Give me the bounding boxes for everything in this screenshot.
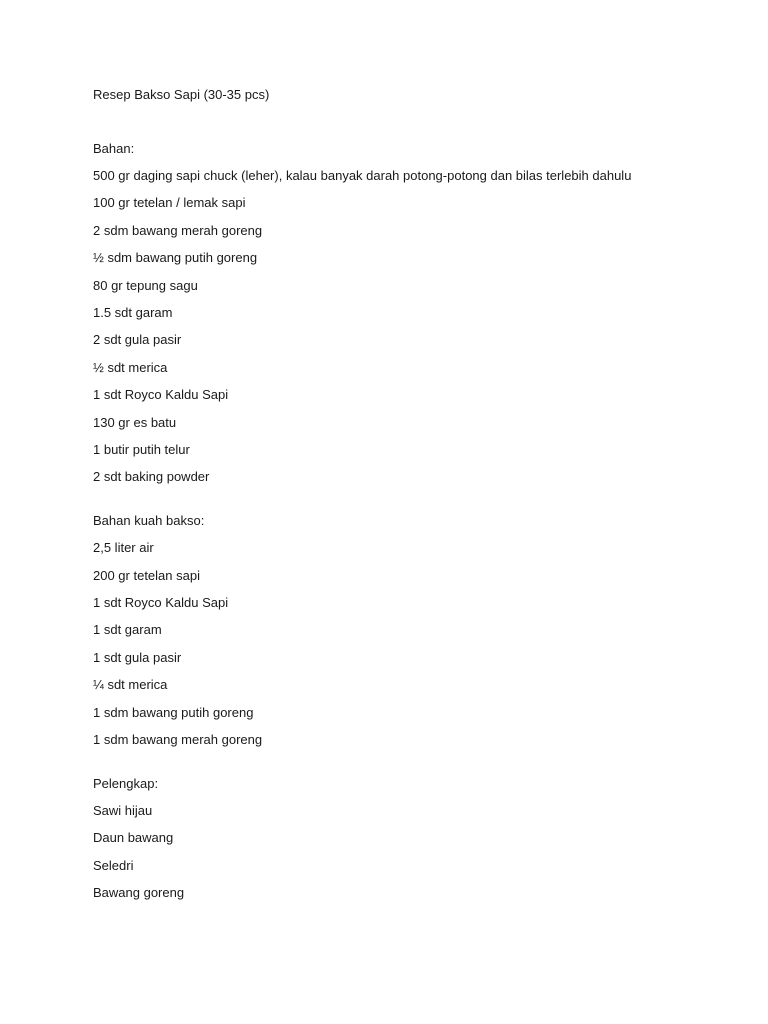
ingredient-item: 2,5 liter air [93, 540, 154, 556]
ingredient-item: Sawi hijau [93, 803, 153, 819]
ingredient-item: 2 sdm bawang merah goreng [93, 222, 263, 238]
section-bahan [93, 140, 733, 485]
ingredient-item: Bawang goreng [93, 885, 185, 901]
ingredient-item: 2 sdt baking powder [93, 469, 210, 485]
ingredient-item: 130 gr es batu [93, 414, 177, 430]
ingredient-item: 2 sdt gula pasir [93, 332, 182, 348]
section-bahan-kuah [93, 512, 733, 748]
ingredient-item: Daun bawang [93, 830, 174, 846]
ingredient-item: 500 gr daging sapi chuck (leher), kalau banyak darah potong-potong dan bilas terlebih dahulu [93, 168, 632, 183]
ingredient-item: 1 butir putih telur [93, 441, 190, 457]
section-heading-bahan: Bahan: [93, 141, 135, 156]
ingredient-list-pelengkap [93, 802, 733, 901]
ingredient-item: ½ sdt merica [93, 359, 168, 375]
ingredient-item: 1.5 sdt garam [93, 304, 173, 320]
ingredient-item: ¼ sdt merica [93, 677, 168, 693]
ingredient-item: ½ sdm bawang putih goreng [93, 250, 258, 266]
ingredient-item: 100 gr tetelan / lemak sapi [93, 195, 246, 211]
ingredient-list-bahan [93, 167, 733, 485]
ingredient-item: 200 gr tetelan sapi [93, 567, 200, 583]
ingredient-item: 1 sdt garam [93, 622, 162, 638]
section-pelengkap [93, 775, 733, 901]
section-heading-pelengkap: Pelengkap: [93, 776, 159, 792]
ingredient-item: 1 sdm bawang putih goreng [93, 704, 254, 720]
ingredient-list-kuah [93, 539, 733, 748]
ingredient-item: 1 sdt Royco Kaldu Sapi [93, 387, 229, 403]
ingredient-item: 1 sdt gula pasir [93, 649, 182, 665]
section-heading-bahan-kuah: Bahan kuah bakso: [93, 513, 205, 529]
ingredient-item: 1 sdt Royco Kaldu Sapi [93, 595, 229, 611]
recipe-title: Resep Bakso Sapi (30-35 pcs) [93, 87, 270, 102]
ingredient-item: 80 gr tepung sagu [93, 277, 198, 293]
ingredient-item: Seledri [93, 857, 134, 873]
ingredient-item: 1 sdm bawang merah goreng [93, 732, 263, 748]
recipe-document [93, 86, 733, 912]
